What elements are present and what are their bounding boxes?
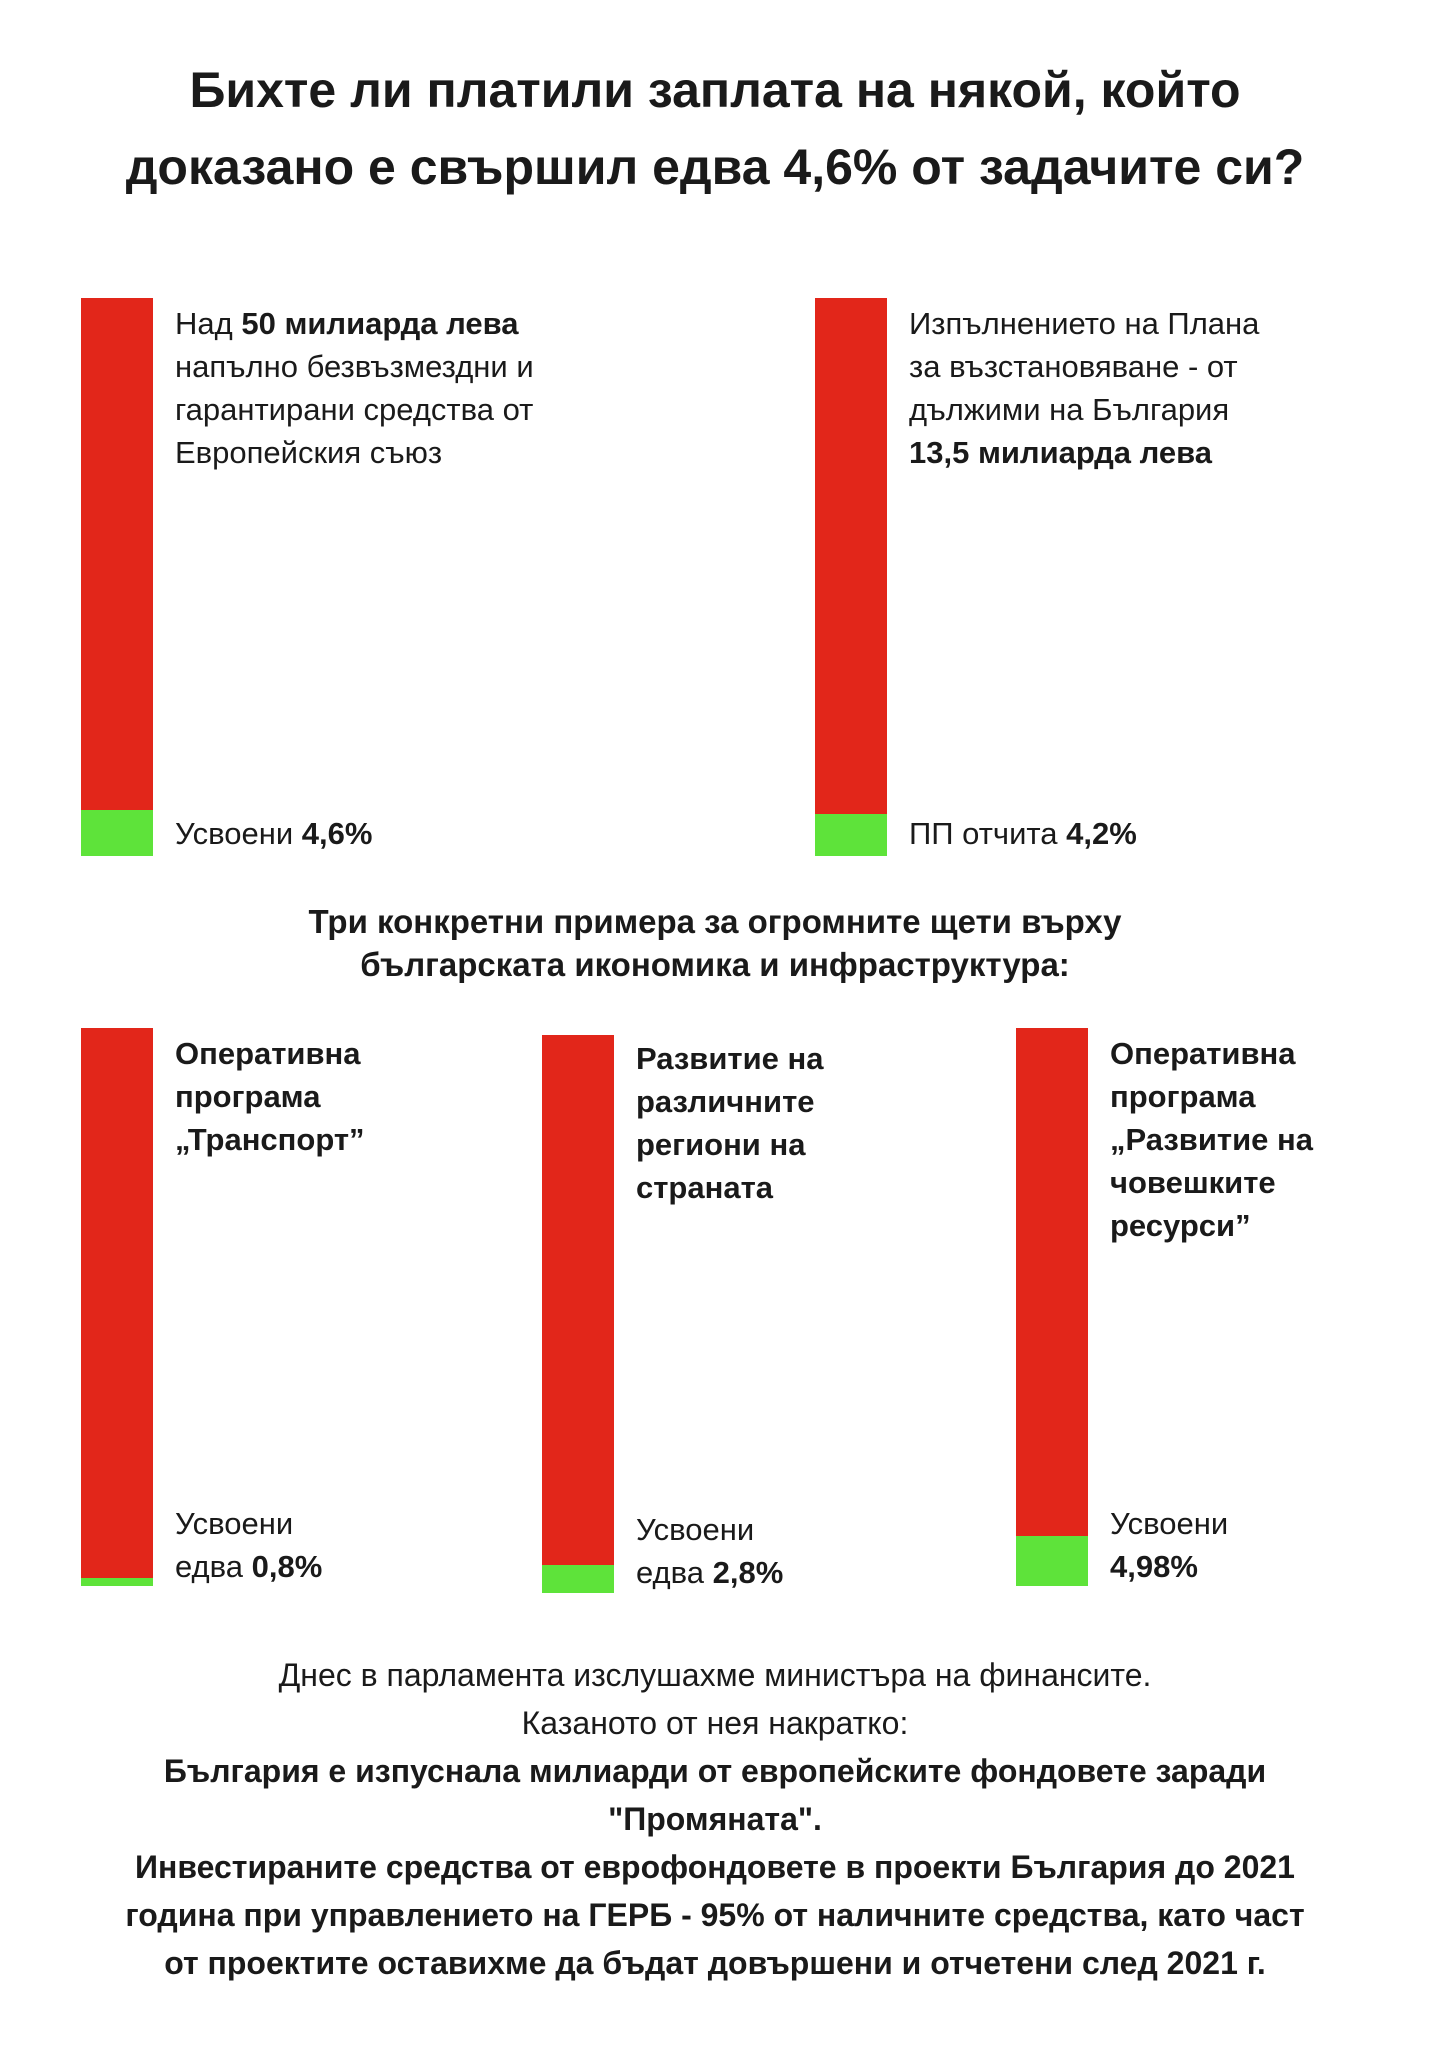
- value-caption: едва: [636, 1555, 713, 1590]
- title-line-1: Бихте ли платили заплата на някой, който: [189, 62, 1241, 118]
- bar-eu-funds-value-label: [175, 812, 372, 855]
- value-number: 0,8%: [251, 1549, 323, 1584]
- bar-regions-absorbed: [542, 1565, 614, 1593]
- label-text: ресурси”: [1110, 1208, 1251, 1243]
- bar-regions: [542, 1035, 614, 1593]
- value-caption: Усвоени: [175, 1506, 294, 1541]
- subtitle-line-2: българската икономика и инфраструктура:: [360, 946, 1070, 983]
- label-text: гарантирани средства от: [175, 392, 534, 427]
- title-line-2: доказано е свършил едва 4,6% от задачите си?: [125, 139, 1305, 195]
- label-text: Изпълнението на Плана: [909, 306, 1260, 341]
- value-caption: Усвоени: [175, 816, 302, 851]
- value-number: 4,2%: [1066, 816, 1137, 851]
- value-number: 4,6%: [301, 816, 373, 851]
- bar-eu-funds: [81, 298, 153, 856]
- label-text: „Транспорт”: [175, 1122, 365, 1157]
- footer-text: [0, 1651, 1430, 1987]
- label-text: програма: [1110, 1079, 1256, 1114]
- subtitle-line-1: Три конкретни примера за огромните щети върху: [308, 903, 1122, 940]
- value-caption: едва: [175, 1549, 252, 1584]
- bar-regions-label: [636, 1037, 823, 1209]
- page-title: [40, 52, 1390, 206]
- footer-line: Днес в парламента изслушахме министъра на финансите.: [278, 1657, 1152, 1693]
- footer-line: България е изпуснала милиарди от европейските фондовете заради: [163, 1753, 1267, 1789]
- label-text: Оперативна: [1110, 1036, 1296, 1071]
- label-emphasis: 50 милиарда лева: [241, 306, 519, 341]
- value-caption: ПП отчита: [909, 816, 1067, 851]
- bar-human-resources: [1016, 1028, 1088, 1586]
- footer-line: "Промяната".: [608, 1801, 822, 1837]
- bar-human-resources-absorbed: [1016, 1536, 1088, 1586]
- bar-regions-value-label: [636, 1508, 783, 1594]
- label-text: „Развитие на: [1110, 1122, 1313, 1157]
- bar-recovery-plan-label: [909, 302, 1259, 474]
- label-text: страната: [636, 1170, 773, 1205]
- label-text: региони на: [636, 1127, 806, 1162]
- label-text: напълно безвъзмездни и: [175, 349, 534, 384]
- bar-transport-absorbed: [81, 1578, 153, 1586]
- bar-transport-value-label: [175, 1502, 322, 1588]
- footer-line: от проектите оставихме да бъдат довършени и отчетени след 2021 г.: [164, 1945, 1266, 1981]
- label-text: дължими на България: [909, 392, 1230, 427]
- bar-human-resources-label: [1110, 1032, 1313, 1247]
- value-number: 2,8%: [712, 1555, 784, 1590]
- label-text: човешките: [1110, 1165, 1276, 1200]
- footer-line: Инвестираните средства от еврофондовете в проекти България до 2021: [135, 1849, 1295, 1885]
- label-emphasis: 13,5 милиарда лева: [909, 435, 1213, 470]
- value-caption: Усвоени: [636, 1512, 755, 1547]
- value-number: 4,98%: [1110, 1549, 1198, 1584]
- label-text: Оперативна: [175, 1036, 361, 1071]
- bar-recovery-plan-absorbed: [815, 814, 887, 856]
- label-text: Развитие на: [636, 1041, 824, 1076]
- bar-recovery-plan: [815, 298, 887, 856]
- label-text: Над: [175, 306, 242, 341]
- footer-line: година при управлението на ГЕРБ - 95% от наличните средства, като част: [125, 1897, 1305, 1933]
- bar-human-resources-value-label: [1110, 1502, 1228, 1588]
- label-text: различните: [636, 1084, 815, 1119]
- label-text: за възстановяване - от: [909, 349, 1238, 384]
- bar-eu-funds-absorbed: [81, 810, 153, 856]
- bar-transport-label: [175, 1032, 365, 1161]
- section-subtitle: [0, 900, 1430, 986]
- value-caption: Усвоени: [1110, 1506, 1229, 1541]
- bar-recovery-plan-value-label: [909, 812, 1137, 855]
- label-text: Европейския съюз: [175, 435, 443, 470]
- bar-eu-funds-label: [175, 302, 534, 474]
- label-text: програма: [175, 1079, 321, 1114]
- bar-transport: [81, 1028, 153, 1586]
- footer-line: Казаното от нея накратко:: [521, 1705, 909, 1741]
